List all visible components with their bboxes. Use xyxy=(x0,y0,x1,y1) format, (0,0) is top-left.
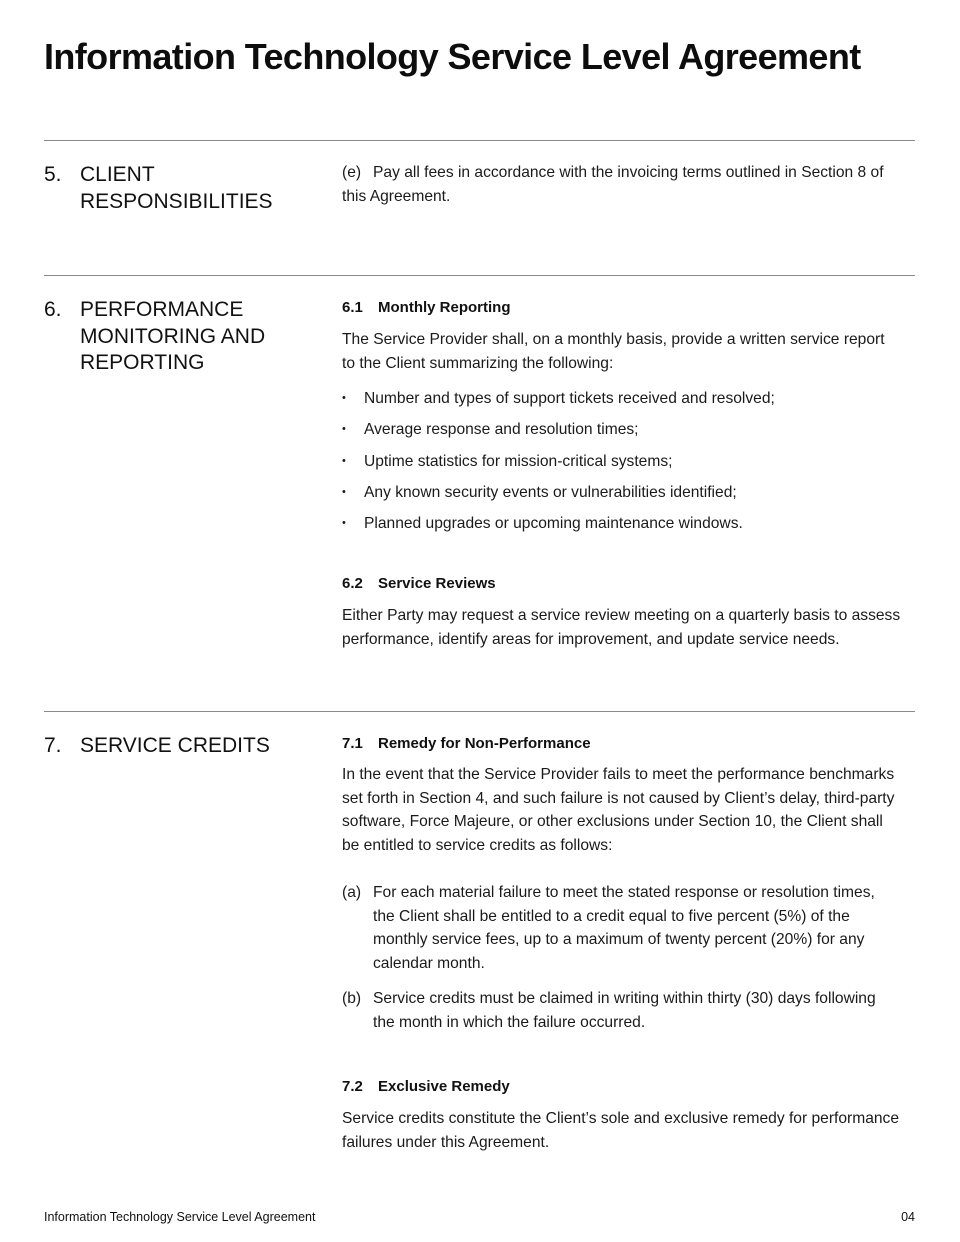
section-6-heading xyxy=(44,297,314,377)
list-item xyxy=(342,387,917,411)
clause-letter: (b) xyxy=(342,990,362,1007)
document-title: Information Technology Service Level Agreement xyxy=(44,36,861,77)
section-7-heading xyxy=(44,733,314,760)
bullet-icon: • xyxy=(342,423,346,436)
clause-line: the Client shall be entitled to a credit equal to five percent (5%) of the xyxy=(373,907,850,925)
subsection-heading xyxy=(342,1077,917,1097)
list-item-text: Average response and resolution times; xyxy=(364,421,639,439)
section-number: 6. xyxy=(44,298,62,321)
clause-item-e xyxy=(342,161,917,185)
list-item-text: Number and types of support tickets received and resolved; xyxy=(364,390,775,407)
section-5-body xyxy=(342,161,917,208)
clause-text: Pay all fees in accordance with the invoicing terms outlined in Section 8 of xyxy=(373,164,884,181)
subsection-7-1-paragraph xyxy=(342,763,917,857)
paragraph-line: failures under this Agreement. xyxy=(342,1133,550,1151)
section-title-line: PERFORMANCE xyxy=(80,298,244,321)
section-divider xyxy=(44,140,915,141)
clause-line: calendar month. xyxy=(373,954,485,972)
section-title-line: CLIENT xyxy=(80,163,155,186)
subsection-number: 6.1 xyxy=(342,299,363,316)
subsection-title: Service Reviews xyxy=(378,575,496,592)
footer-document-title: Information Technology Service Level Agreement xyxy=(44,1210,316,1224)
paragraph-line: Either Party may request a service review meeting on a quarterly basis to assess xyxy=(342,607,901,624)
paragraph-line: set forth in Section 4, and such failure is not caused by Client’s delay, third-party xyxy=(342,789,895,807)
paragraph-line: to the Client summarizing the following: xyxy=(342,354,614,372)
bullet-icon: • xyxy=(342,392,346,404)
section-divider xyxy=(44,711,915,712)
subsection-7-1 xyxy=(342,734,917,754)
subsection-6-2-paragraph xyxy=(342,604,917,651)
subsection-6-1-paragraph xyxy=(342,328,917,375)
list-item xyxy=(342,450,917,474)
subsection-title: Monthly Reporting xyxy=(378,299,511,316)
section-title-line: REPORTING xyxy=(80,351,205,374)
subsection-number: 7.1 xyxy=(342,735,363,752)
clause-text xyxy=(373,987,917,1034)
subsection-heading xyxy=(342,734,917,754)
section-title xyxy=(80,297,314,377)
subsection-6-2 xyxy=(342,574,917,594)
clause-line: the month in which the failure occurred. xyxy=(373,1013,646,1031)
subsection-number: 7.2 xyxy=(342,1078,363,1095)
subsection-7-2 xyxy=(342,1077,917,1097)
list-item-text: Planned upgrades or upcoming maintenance windows. xyxy=(364,515,743,533)
section-title xyxy=(80,162,314,215)
reporting-bullet-list xyxy=(342,387,917,543)
subsection-6-1 xyxy=(342,298,917,318)
paragraph-line: The Service Provider shall, on a monthly basis, provide a written service report xyxy=(342,331,885,348)
list-item xyxy=(342,512,917,536)
paragraph-line: Service credits constitute the Client’s sole and exclusive remedy for performance xyxy=(342,1110,900,1127)
subsection-title: Remedy for Non-Performance xyxy=(378,735,591,752)
subsection-number: 6.2 xyxy=(342,575,363,592)
bullet-icon: • xyxy=(342,485,346,498)
paragraph-line: be entitled to service credits as follows: xyxy=(342,836,613,854)
clause-item-b xyxy=(342,987,917,1034)
clause-text xyxy=(373,881,917,975)
footer-page-number: 04 xyxy=(901,1210,915,1224)
section-title: SERVICE CREDITS xyxy=(80,734,270,757)
clause-line: Service credits must be claimed in writing within thirty (30) days following xyxy=(373,990,876,1007)
clause-line: monthly service fees, up to a maximum of twenty percent (20%) for any xyxy=(373,931,865,948)
subsection-heading xyxy=(342,298,917,318)
clause-line: For each material failure to meet the stated response or resolution times, xyxy=(373,884,875,901)
section-title-line: MONITORING AND xyxy=(80,324,266,348)
paragraph-line: software, Force Majeure, or other exclusions under Section 10, the Client shall xyxy=(342,813,883,830)
section-number: 5. xyxy=(44,163,62,186)
list-item xyxy=(342,418,917,442)
paragraph-line: performance, identify areas for improvement, and update service needs. xyxy=(342,630,840,648)
section-title-line: RESPONSIBILITIES xyxy=(80,189,273,213)
clause-letter: (e) xyxy=(342,164,362,181)
list-item-text: Uptime statistics for mission-critical systems; xyxy=(364,452,673,470)
section-5-heading xyxy=(44,162,314,215)
subsection-7-2-paragraph xyxy=(342,1107,917,1154)
clause-item-a xyxy=(342,881,917,975)
clause-letter: (a) xyxy=(342,884,362,901)
subsection-title: Exclusive Remedy xyxy=(378,1078,510,1095)
bullet-icon: • xyxy=(342,517,346,530)
subsection-heading xyxy=(342,574,917,594)
list-item-text: Any known security events or vulnerabilities identified; xyxy=(364,483,737,501)
list-item xyxy=(342,481,917,505)
paragraph-line: In the event that the Service Provider fails to meet the performance benchmarks xyxy=(342,766,895,783)
section-number: 7. xyxy=(44,734,62,757)
clause-text-continued: this Agreement. xyxy=(342,187,451,205)
bullet-icon: • xyxy=(342,454,346,467)
section-divider xyxy=(44,275,915,276)
